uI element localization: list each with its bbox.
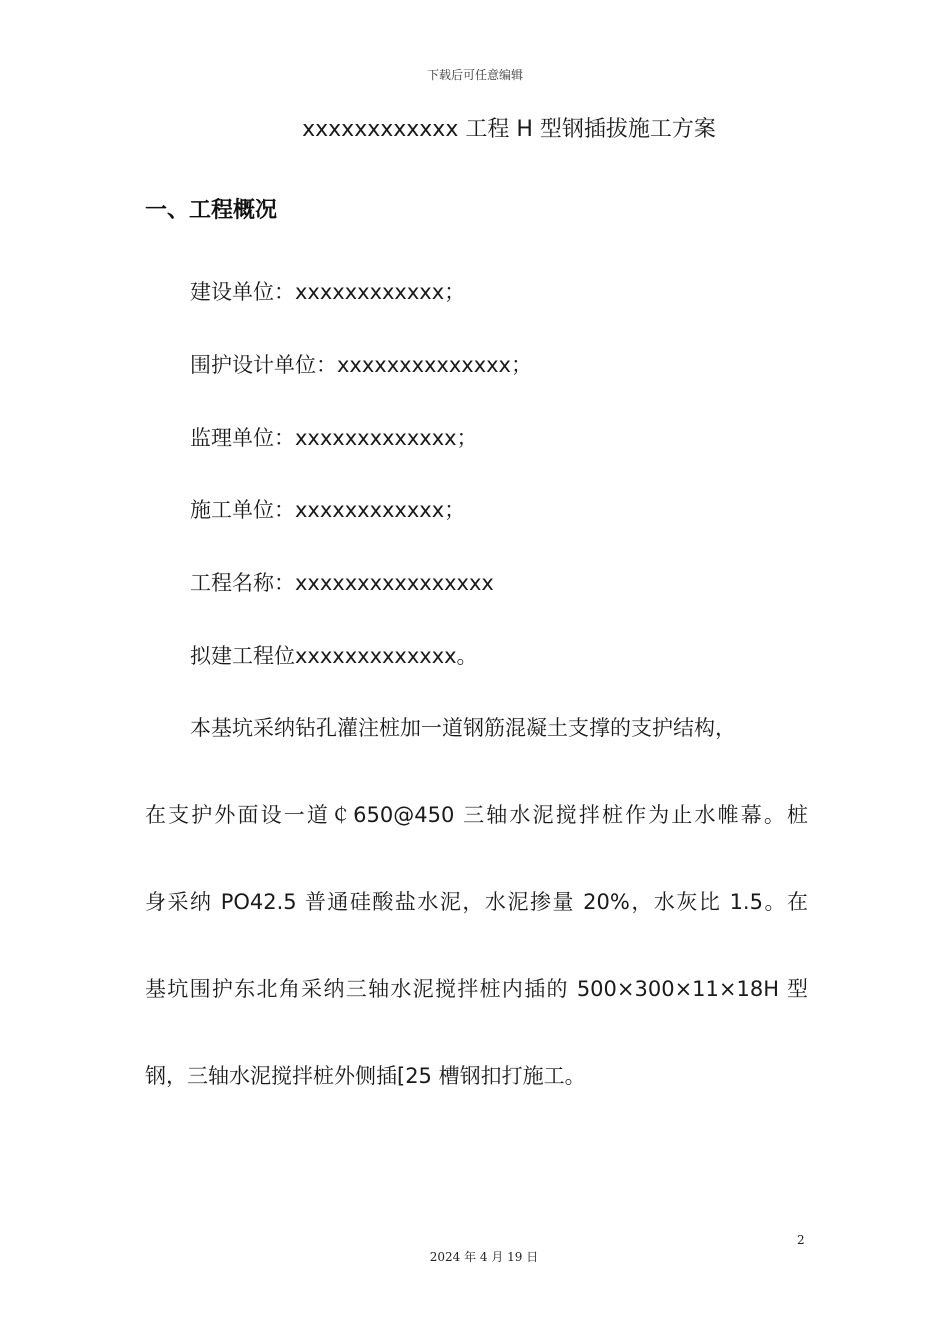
paragraph-line: 本基坑采纳钻孔灌注桩加一道钢筋混凝土支撑的支护结构， [190, 716, 736, 740]
info-line-construction-unit [190, 276, 465, 306]
info-label: 建设单位： [190, 280, 295, 304]
info-value: xxxxxxxxxxxxx。 [295, 644, 478, 668]
info-value: xxxxxxxxxxxx； [295, 498, 466, 522]
header-note: 下载后可任意编辑 [426, 68, 523, 82]
paragraph-line: 在支护外面设一道￠650@450 三轴水泥搅拌桩作为止水帷幕。桩 [145, 803, 808, 827]
info-line-supervision-unit [190, 422, 478, 452]
section-heading: 一、工程概况 [145, 198, 278, 223]
info-line-design-unit [190, 349, 532, 379]
info-line-project-name [190, 567, 494, 597]
info-line-contractor [190, 494, 465, 524]
info-label: 围护设计单位： [190, 353, 337, 377]
info-label: 施工单位： [190, 498, 295, 522]
info-value: xxxxxxxxxxxx； [295, 280, 466, 304]
info-line-project-location [190, 640, 478, 670]
paragraph-line: 身采纳 PO42.5 普通硅酸盐水泥，水泥掺量 20%，水灰比 1.5。在 [145, 890, 808, 914]
footer-date: 2024 年 4 月 19 日 [429, 1250, 539, 1264]
info-label: 工程名称： [190, 571, 295, 595]
paragraph-line: 基坑围护东北角采纳三轴水泥搅拌桩内插的 500×300×11×18H 型 [145, 977, 808, 1001]
paragraph-line: 钢，三轴水泥搅拌桩外侧插[25 槽钢扣打施工。 [145, 1064, 586, 1088]
document-title: xxxxxxxxxxxx 工程 H 型钢插拔施工方案 [302, 117, 716, 142]
info-label: 监理单位： [190, 426, 295, 450]
info-value: xxxxxxxxxxxxx； [295, 426, 478, 450]
page-number: 2 [797, 1233, 805, 1247]
info-value: xxxxxxxxxxxxxx； [337, 353, 532, 377]
info-label: 拟建工程位 [190, 644, 295, 668]
info-value: xxxxxxxxxxxxxxxx [295, 571, 494, 595]
